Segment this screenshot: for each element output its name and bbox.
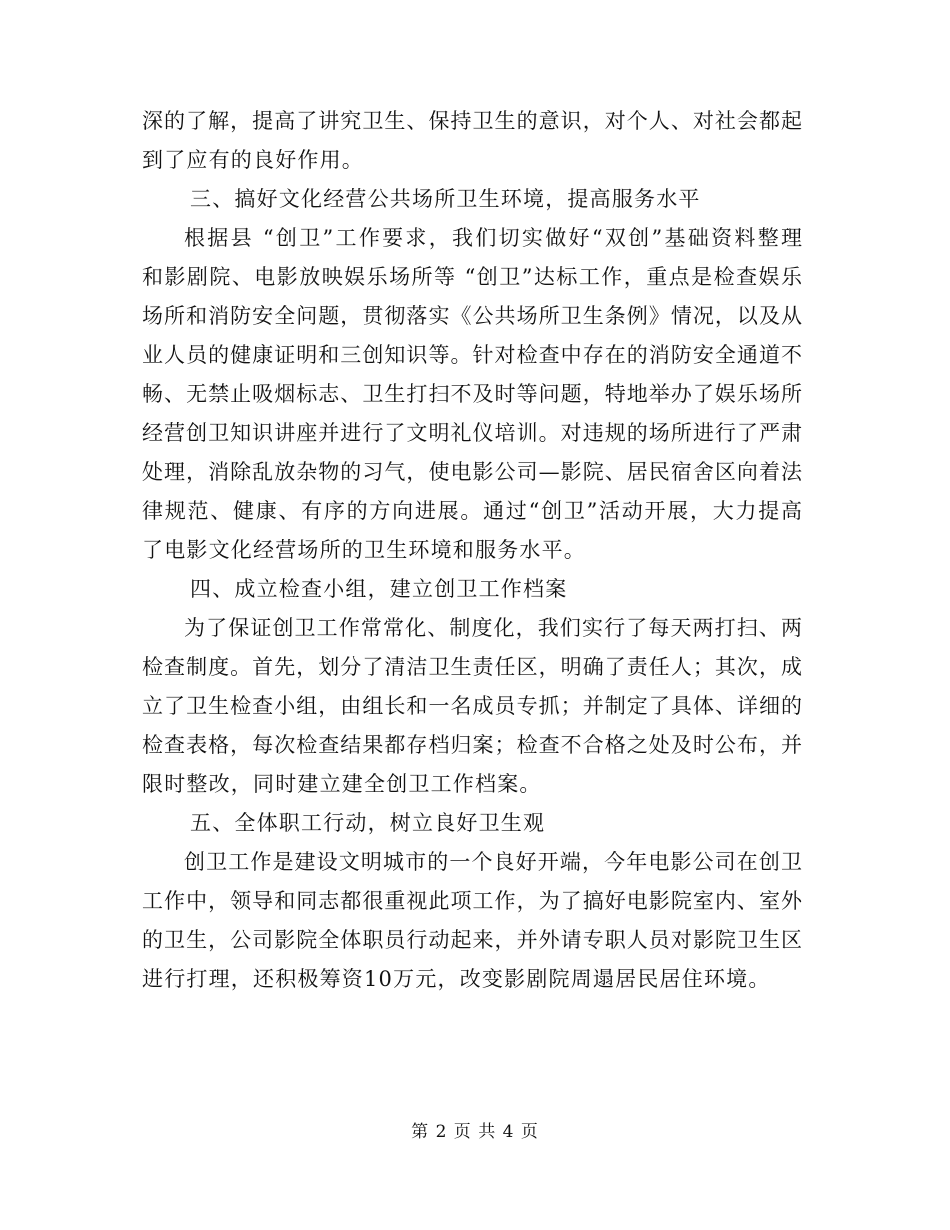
paragraph-line: 立了卫生检查小组，由组长和一名成员专抓；并制定了具体、详细的 — [142, 694, 802, 718]
paragraph-line: 检查制度。首先，划分了清洁卫生责任区，明确了责任人；其次，成 — [142, 655, 802, 679]
paragraph-line: 畅、无禁止吸烟标志、卫生打扫不及时等问题，特地举办了娱乐场所 — [142, 382, 802, 406]
section-heading: 四、成立检查小组，建立创卫工作档案 — [190, 577, 568, 601]
paragraph-line: 了电影文化经营场所的卫生环境和服务水平。 — [142, 538, 586, 562]
section-heading: 五、全体职工行动，树立良好卫生观 — [190, 811, 546, 835]
section-heading: 三、搞好文化经营公共场所卫生环境，提高服务水平 — [190, 187, 701, 211]
body-text — [142, 102, 802, 999]
paragraph-line: 深的了解，提高了讲究卫生、保持卫生的意识，对个人、对社会都起 — [142, 109, 802, 133]
paragraph-line: 工作中，领导和同志都很重视此项工作，为了搞好电影院室内、室外 — [142, 889, 802, 913]
paragraph-line: 的卫生，公司影院全体职员行动起来，并外请专职人员对影院卫生区 — [142, 928, 802, 952]
paragraph-line: 创卫工作是建设文明城市的一个良好开端，今年电影公司在创卫 — [184, 850, 802, 874]
page-number-footer: 第 2 页 共 4 页 — [411, 1122, 539, 1142]
paragraph-line: 场所和消防安全问题，贯彻落实《公共场所卫生条例》情况，以及从 — [142, 304, 802, 328]
paragraph-line: 律规范、健康、有序的方向进展。通过“创卫”活动开展，大力提高 — [142, 499, 802, 523]
paragraph-line: 限时整改，同时建立建全创卫工作档案。 — [142, 772, 542, 796]
paragraph-line: 根据县 “创卫”工作要求，我们切实做好“双创”基础资料整理 — [184, 226, 802, 250]
paragraph-line: 和影剧院、电影放映娱乐场所等 “创卫”达标工作，重点是检查娱乐 — [142, 265, 802, 289]
paragraph-line: 业人员的健康证明和三创知识等。针对检查中存在的消防安全通道不 — [142, 343, 802, 367]
paragraph-line: 处理，消除乱放杂物的习气，使电影公司—影院、居民宿舍区向着法 — [142, 460, 802, 484]
paragraph-line: 进行打理，还积极筹资10万元，改变影剧院周遢居民居住环境。 — [142, 967, 771, 991]
paragraph-line: 检查表格，每次检查结果都存档归案；检查不合格之处及时公布，并 — [142, 733, 802, 757]
paragraph-line: 为了保证创卫工作常常化、制度化，我们实行了每天两打扫、两 — [184, 616, 802, 640]
paragraph-line: 到了应有的良好作用。 — [142, 148, 364, 172]
paragraph-line: 经营创卫知识讲座并进行了文明礼仪培训。对违规的场所进行了严肃 — [142, 421, 802, 445]
